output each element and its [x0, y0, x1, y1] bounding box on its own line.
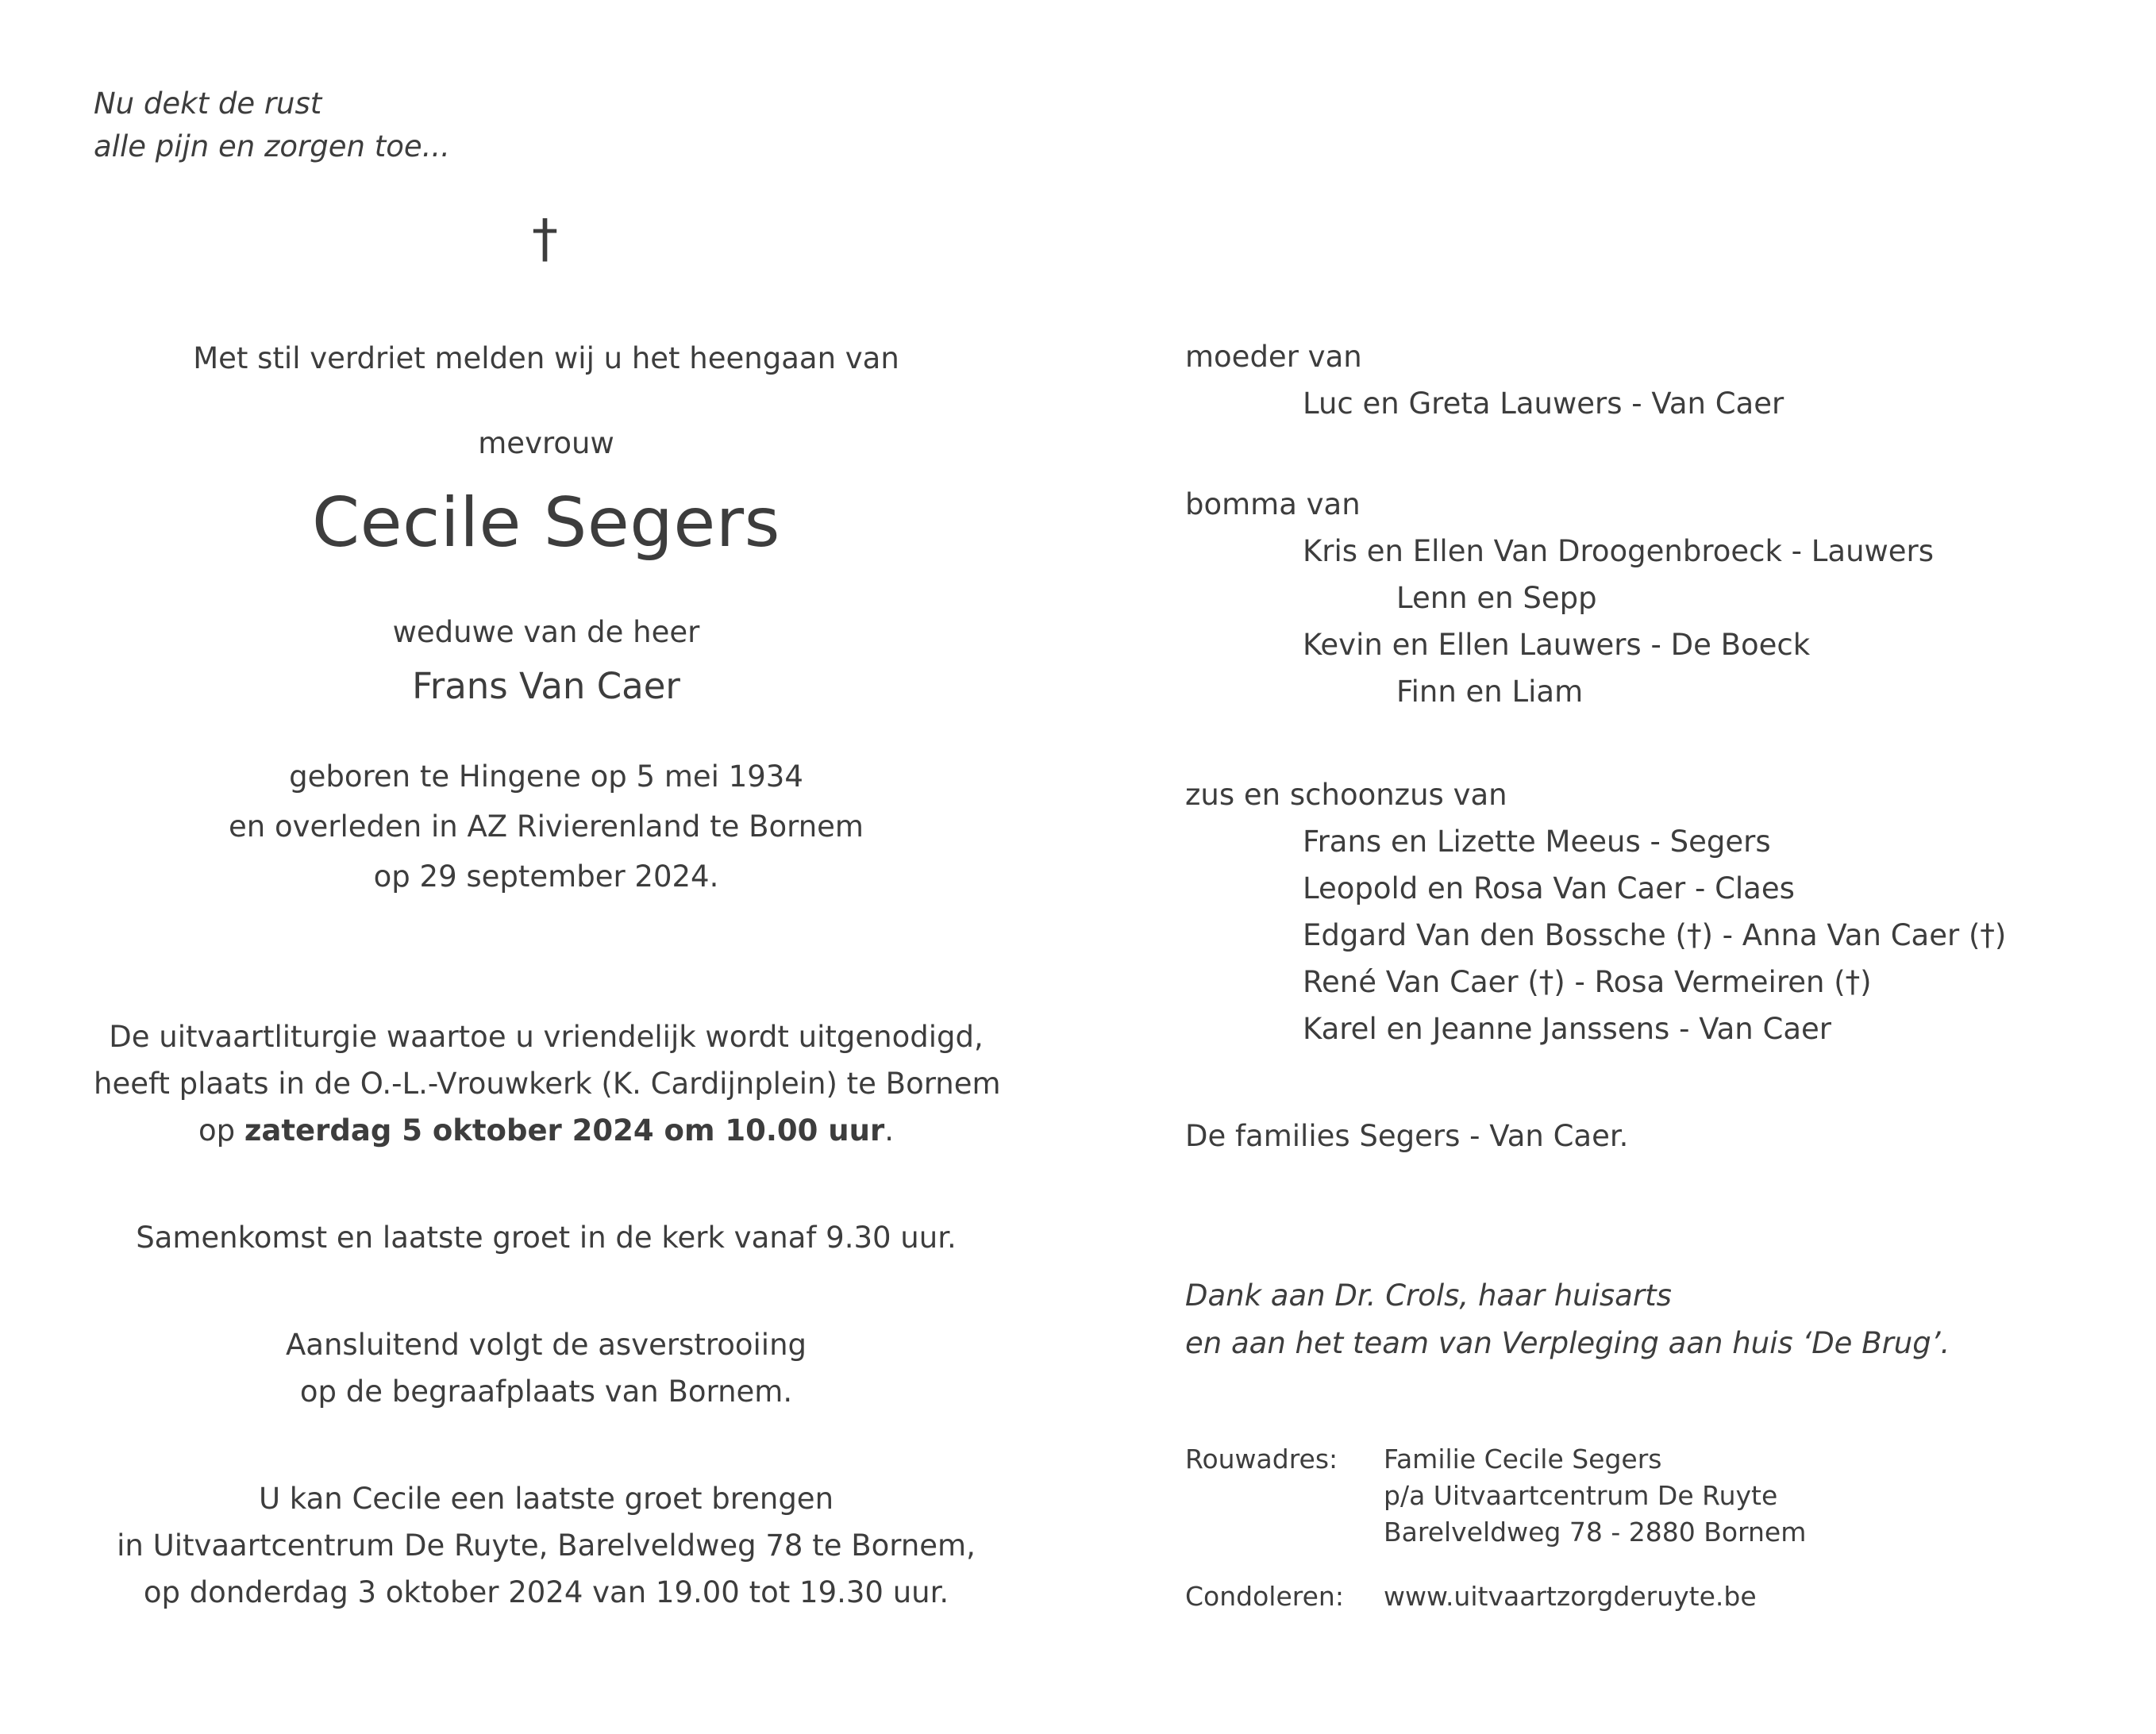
family-member: Edgard Van den Bossche (†) - Anna Van Caer (†) [1303, 918, 2007, 952]
motto-line: Nu dekt de rust [94, 87, 322, 121]
ceremony-suffix: . [884, 1113, 895, 1148]
family-member: Kris en Ellen Van Droogenbroeck - Lauwers [1303, 534, 1935, 568]
visit-line: U kan Cecile een laatste groet brengen [258, 1482, 834, 1516]
title-text: mevrouw [478, 426, 614, 460]
condolence-label: Condoleren: [1185, 1581, 1344, 1612]
ashes-line: op de begraafplaats van Bornem. [299, 1375, 793, 1409]
widow-of-text: weduwe van de heer [392, 615, 700, 649]
visit-line: in Uitvaartcentrum De Ruyte, Barelveldweg 78 te Bornem, [117, 1528, 976, 1563]
gathering-text: Samenkomst en laatste groet in de kerk vanaf 9.30 uur. [136, 1221, 957, 1255]
family-member: Luc en Greta Lauwers - Van Caer [1303, 386, 1784, 421]
grandmother-of-label: bomma van [1185, 487, 1361, 521]
address-line: Barelveldweg 78 - 2880 Bornem [1384, 1517, 1807, 1548]
family-member: Leopold en Rosa Van Caer - Claes [1303, 871, 1795, 905]
deceased-name: Cecile Segers [312, 483, 780, 563]
families-text: De families Segers - Van Caer. [1185, 1119, 1629, 1153]
ceremony-line: De uitvaartliturgie waartoe u vriendelijk wordt uitgenodigd, [109, 1020, 984, 1054]
motto [94, 89, 450, 175]
intro-text: Met stil verdriet melden wij u het heengaan van [193, 341, 899, 375]
motto-line: alle pijn en zorgen toe... [94, 129, 450, 163]
family-member: Kevin en Ellen Lauwers - De Boeck [1303, 628, 1811, 662]
thanks-line: Dank aan Dr. Crols, haar huisarts [1185, 1278, 1672, 1313]
spouse-name: Frans Van Caer [412, 665, 680, 707]
cross-icon: † [532, 208, 558, 269]
condolence-website: www.uitvaartzorgderuyte.be [1384, 1581, 1757, 1612]
mother-of-label: moeder van [1185, 340, 1362, 374]
death-date: op 29 september 2024. [373, 859, 719, 894]
grandchildren: Lenn en Sepp [1396, 581, 1597, 615]
sister-of-label: zus en schoonzus van [1185, 778, 1507, 812]
address-label: Rouwadres: [1185, 1444, 1338, 1474]
address-line: Familie Cecile Segers [1384, 1444, 1662, 1474]
ceremony-date-line [94, 1113, 999, 1148]
death-text: en overleden in AZ Rivierenland te Bornem [229, 809, 864, 844]
family-member: Frans en Lizette Meeus - Segers [1303, 825, 1771, 859]
ceremony-line: heeft plaats in de O.-L.-Vrouwkerk (K. Cardijnplein) te Bornem [94, 1067, 1001, 1101]
ceremony-date: zaterdag 5 oktober 2024 om 10.00 uur [244, 1113, 885, 1148]
ceremony-prefix: op [198, 1113, 244, 1148]
family-member: Karel en Jeanne Janssens - Van Caer [1303, 1012, 1831, 1046]
thanks-line: en aan het team van Verpleging aan huis ‘De Brug’. [1185, 1326, 1950, 1360]
grandchildren: Finn en Liam [1396, 675, 1584, 709]
address-line: p/a Uitvaartcentrum De Ruyte [1384, 1480, 1778, 1511]
family-member: René Van Caer (†) - Rosa Vermeiren (†) [1303, 965, 1872, 999]
ashes-line: Aansluitend volgt de asverstrooiing [285, 1328, 807, 1362]
birth-text: geboren te Hingene op 5 mei 1934 [289, 759, 803, 794]
visit-line: op donderdag 3 oktober 2024 van 19.00 tot 19.30 uur. [143, 1575, 949, 1609]
